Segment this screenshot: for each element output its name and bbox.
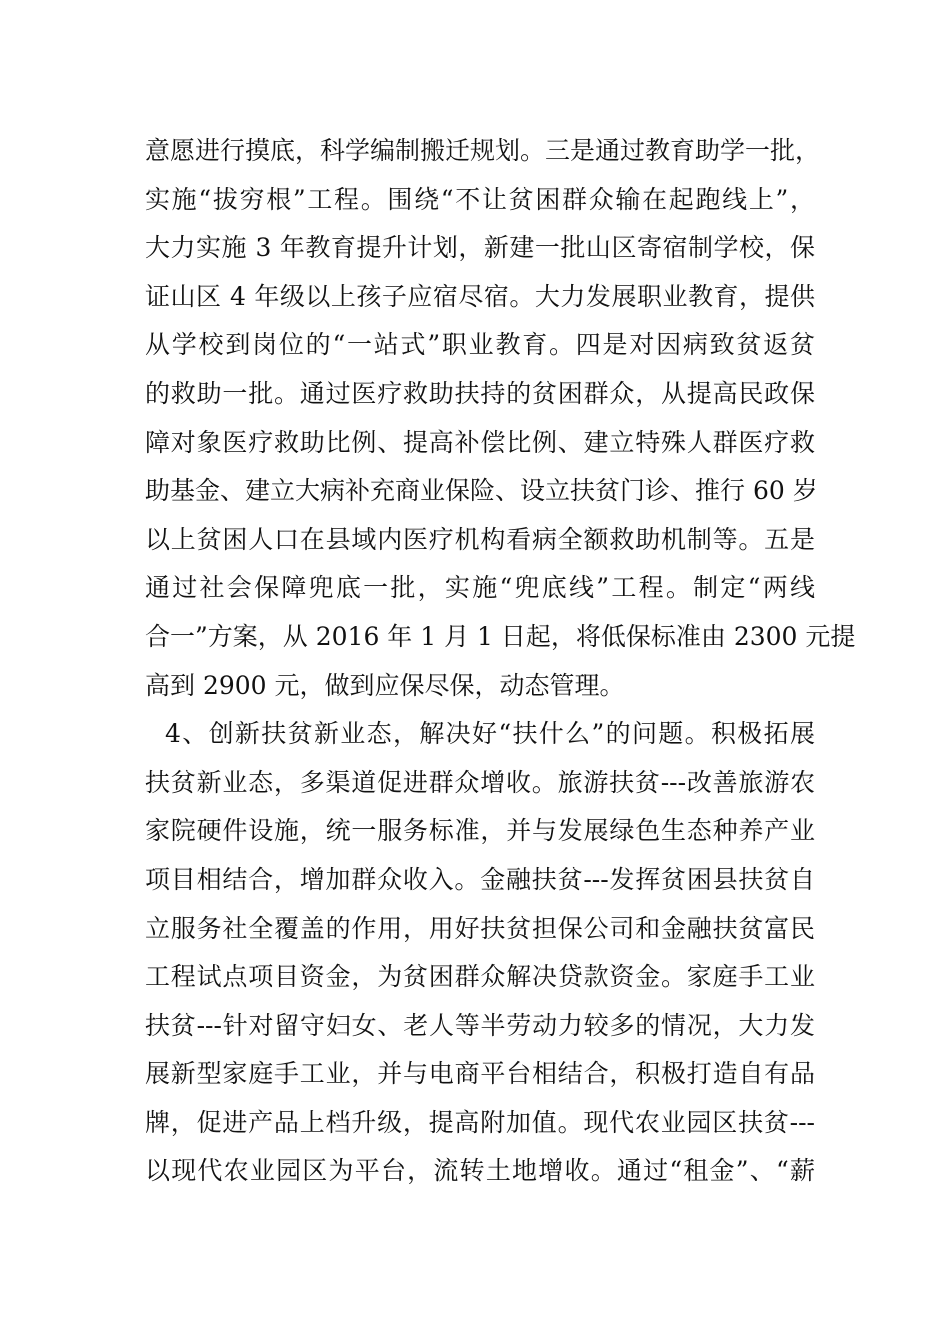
text-line: 意愿进行摸底，科学编制搬迁规划。三是通过教育助学一批， <box>145 136 821 165</box>
text-line: 工程试点项目资金，为贫困群众解决贷款资金。家庭手工业 <box>145 962 815 992</box>
text-line: 项目相结合，增加群众收入。金融扶贫---发挥贫困县扶贫自 <box>145 864 815 894</box>
text-line: 展新型家庭手工业，并与电商平台相结合，积极打造自有品 <box>145 1059 815 1089</box>
text-line: 合一”方案，从 2016 年 1 月 1 日起，将低保标准由 2300 元提 <box>145 621 856 651</box>
text-line: 障对象医疗救助比例、提高补偿比例、建立特殊人群医疗救 <box>145 427 815 457</box>
text-line: 助基金、建立大病补充商业保险、设立扶贫门诊、推行 60 岁 <box>145 476 818 506</box>
text-line: 以现代农业园区为平台，流转土地增收。通过“租金”、“薪 <box>145 1156 815 1186</box>
text-line: 扶贫新业态，多渠道促进群众增收。旅游扶贫---改善旅游农 <box>145 767 815 797</box>
text-line: 证山区 4 年级以上孩子应宿尽宿。大力发展职业教育，提供 <box>145 281 815 311</box>
text-line: 以上贫困人口在县域内医疗机构看病全额救助机制等。五是 <box>145 524 815 554</box>
text-line: 从学校到岗位的“一站式”职业教育。四是对因病致贫返贫 <box>145 330 815 360</box>
text-line: 实施“拔穷根”工程。围绕“不让贫困群众输在起跑线上”， <box>145 184 815 214</box>
text-line: 家院硬件设施，统一服务标准，并与发展绿色生态种养产业 <box>145 816 815 846</box>
text-line: 大力实施 3 年教育提升计划，新建一批山区寄宿制学校，保 <box>145 233 815 263</box>
text-line: 扶贫---针对留守妇女、老人等半劳动力较多的情况，大力发 <box>145 1010 815 1040</box>
text-line: 牌，促进产品上档升级，提高附加值。现代农业园区扶贫--- <box>145 1107 815 1137</box>
text-line: 通过社会保障兜底一批，实施“兜底线”工程。制定“两线 <box>145 573 815 603</box>
paragraph-end-line: 高到 2900 元，做到应保尽保，动态管理。 <box>145 670 625 700</box>
text-line: 立服务社全覆盖的作用，用好扶贫担保公司和金融扶贫富民 <box>145 913 815 943</box>
section-heading-line: 4、创新扶贫新业态，解决好“扶什么”的问题。积极拓展 <box>165 719 815 749</box>
text-line: 的救助一批。通过医疗救助扶持的贫困群众，从提高民政保 <box>145 378 815 408</box>
body-text <box>145 127 856 1196</box>
